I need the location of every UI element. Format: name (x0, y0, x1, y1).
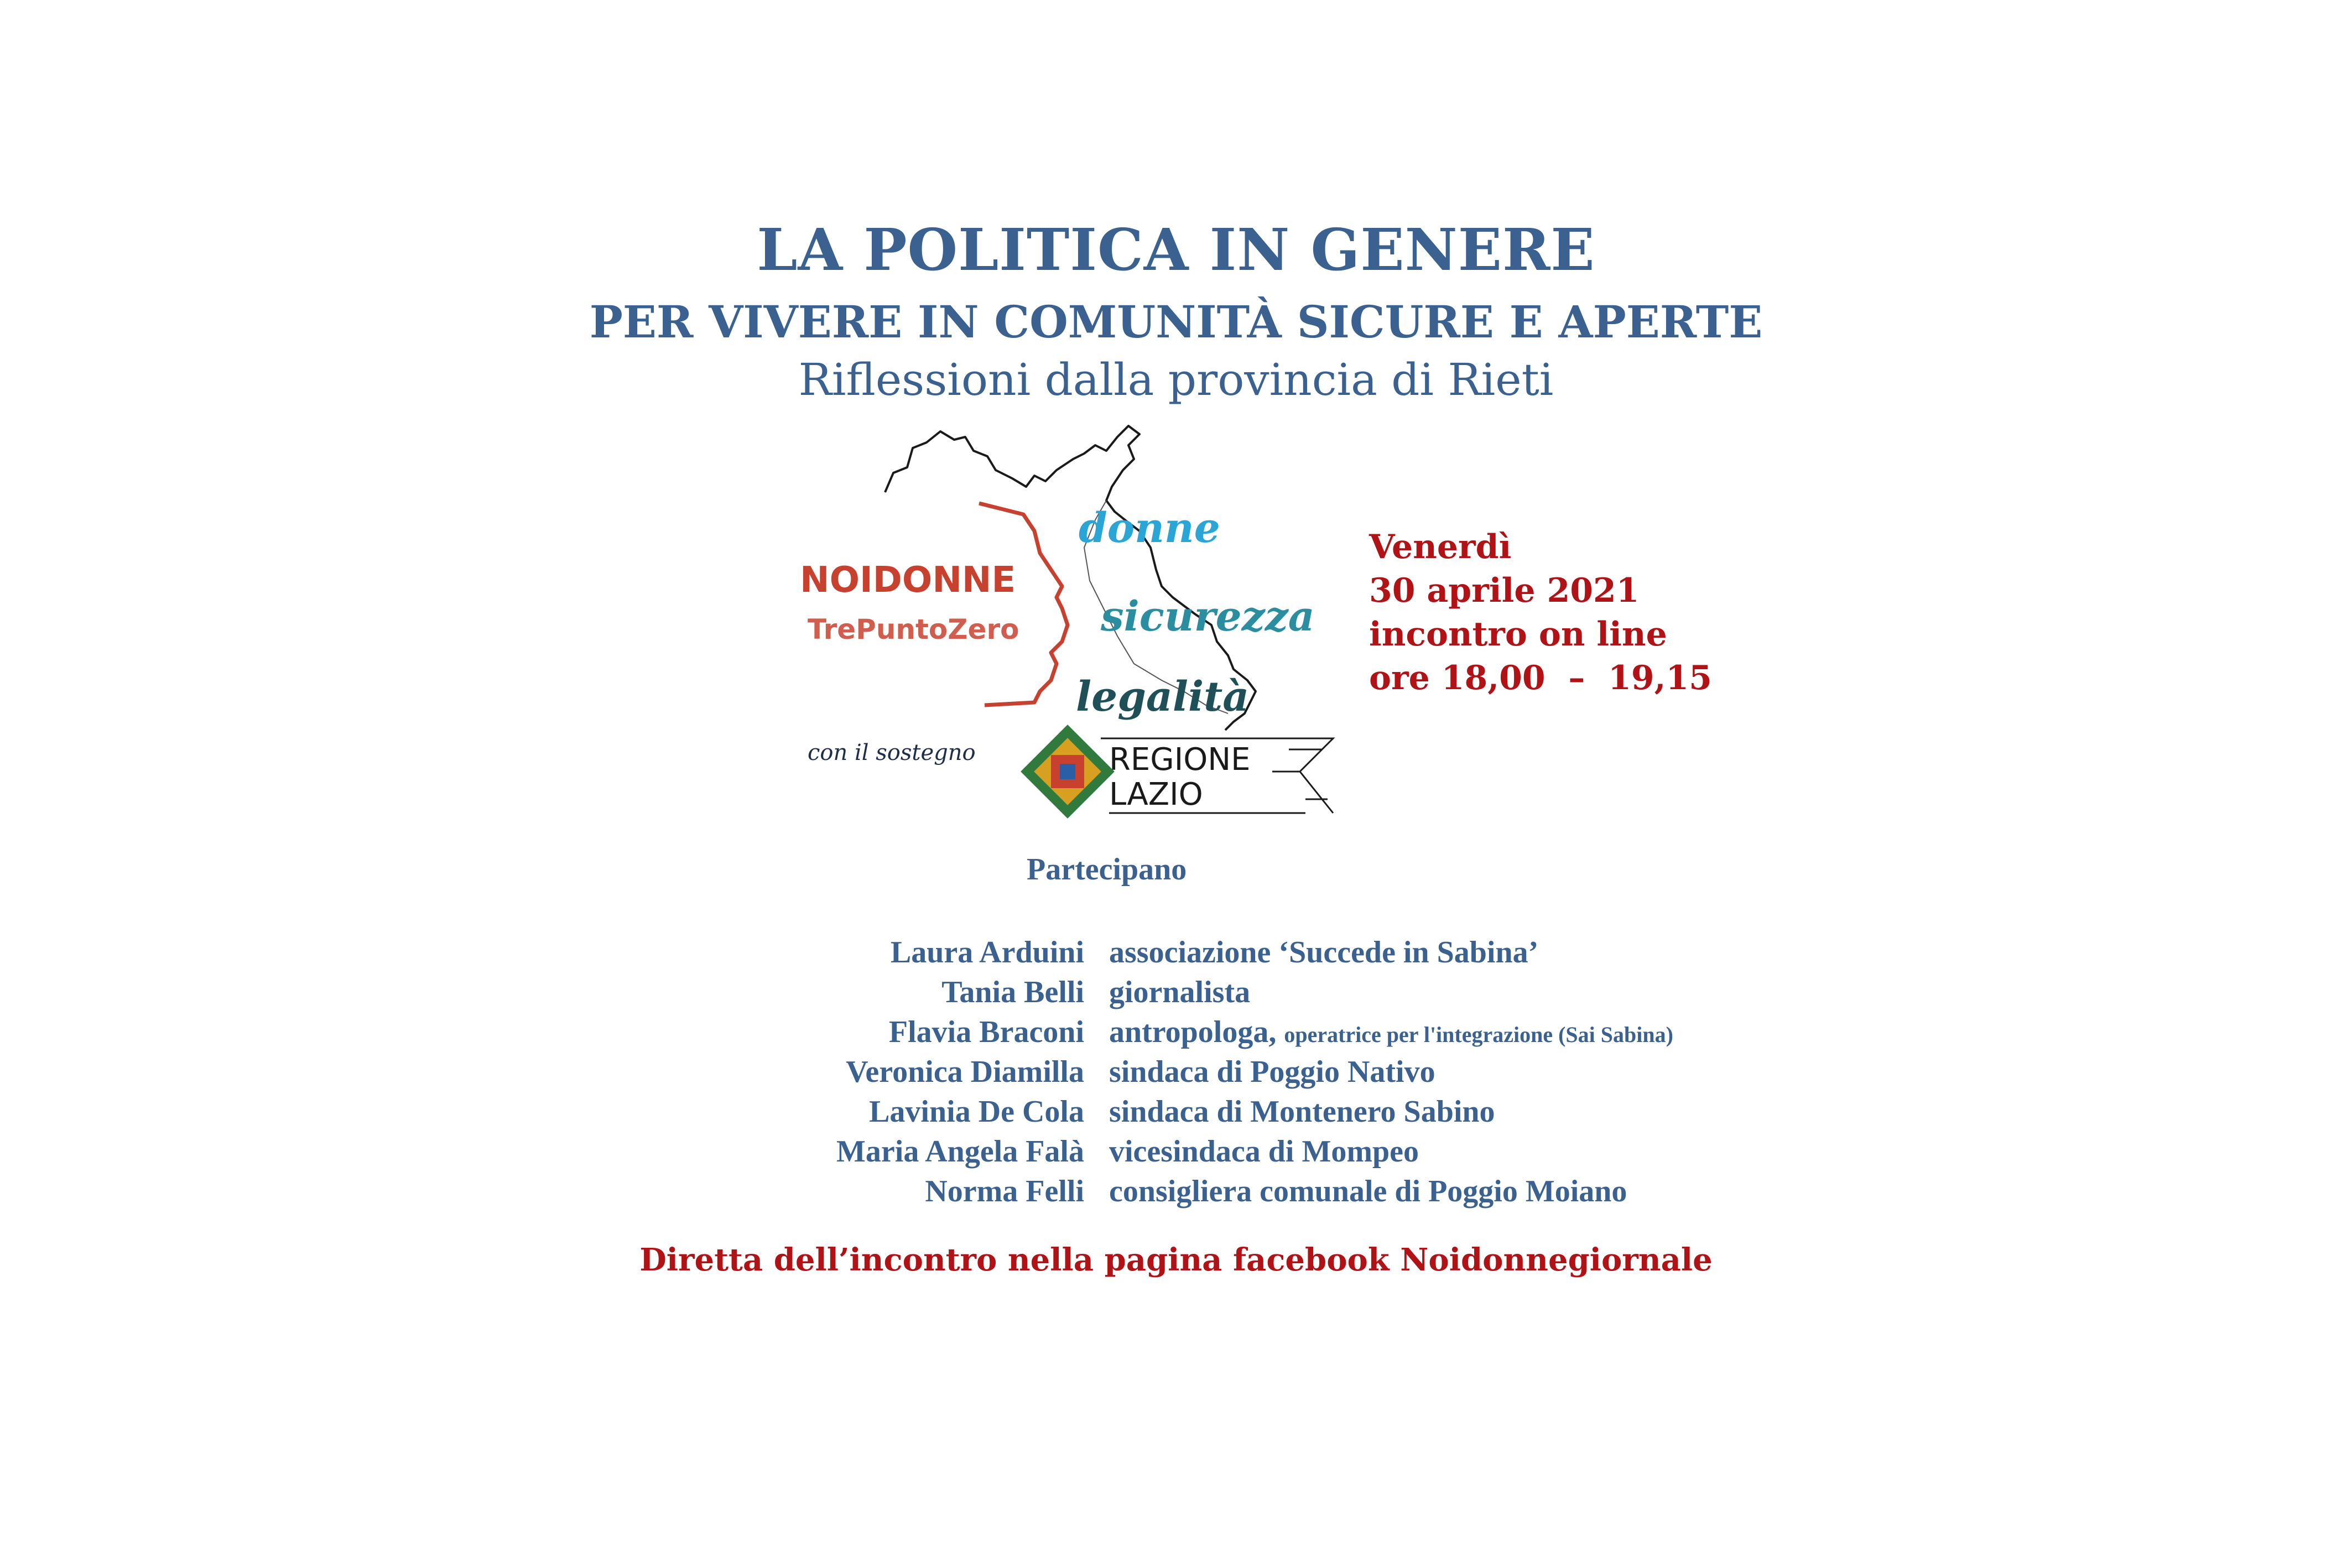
region-line-2: LAZIO (1109, 777, 1203, 812)
participant-role (1109, 1014, 1673, 1050)
flyer-title: LA POLITICA IN GENERE (757, 216, 1595, 284)
participant-name: Tania Belli (941, 975, 1084, 1009)
event-mode: incontro on line (1369, 615, 1667, 654)
event-day: Venerdì (1369, 528, 1512, 566)
participant-row (763, 1134, 1870, 1174)
face-profile-line (979, 503, 1068, 705)
participant-role (1109, 975, 1250, 1010)
participant-name: Veronica Diamilla (846, 1055, 1084, 1089)
role-text: sindaca di Montenero Sabino (1109, 1095, 1495, 1129)
region-line-1: REGIONE (1109, 742, 1251, 778)
role-text: consigliera comunale di Poggio Moiano (1109, 1174, 1627, 1208)
participant-role (1109, 935, 1538, 970)
participant-row (763, 935, 1870, 975)
participant-role (1109, 1094, 1495, 1129)
role-text: antropologa, (1109, 1015, 1277, 1049)
role-text: associazione ‘Succede in Sabina’ (1109, 935, 1539, 970)
participant-name: Flavia Braconi (888, 1015, 1084, 1049)
participants-heading: Partecipano (1027, 852, 1187, 887)
word-legalita: legalità (1076, 673, 1250, 721)
participant-name: Norma Felli (925, 1174, 1084, 1208)
participant-name: Maria Angela Falà (836, 1134, 1084, 1169)
participant-row (763, 1014, 1870, 1054)
live-stream-note: Diretta dell’incontro nella pagina facebook Noidonnegiornale (639, 1242, 1713, 1278)
event-details (1369, 525, 1712, 700)
word-sicurezza: sicurezza (1101, 593, 1315, 640)
role-text: giornalista (1109, 975, 1251, 1009)
event-time: ore 18,00 – 19,15 (1369, 659, 1713, 697)
participant-row (763, 975, 1870, 1014)
role-text: vicesindaca di Mompeo (1109, 1134, 1419, 1169)
participant-row (763, 1094, 1870, 1134)
role-extra-text: operatrice per l'integrazione (Sai Sabina) (1284, 1022, 1673, 1047)
flyer-subtitle: PER VIVERE IN COMUNITÀ SICURE E APERTE (589, 296, 1763, 348)
participant-name: Laura Arduini (890, 935, 1084, 970)
support-text: con il sostegno (808, 740, 976, 765)
regione-lazio-emblem (1021, 725, 1115, 819)
flyer-tagline: Riflessioni dalla provincia di Rieti (798, 354, 1554, 405)
participants-list (763, 935, 1870, 1213)
role-text: sindaca di Poggio Nativo (1109, 1055, 1435, 1089)
participant-role (1109, 1174, 1627, 1209)
brand-main-text: NOIDONNE (800, 560, 1016, 601)
participant-role (1109, 1134, 1419, 1169)
participant-row (763, 1054, 1870, 1094)
participant-role (1109, 1054, 1435, 1090)
participant-row (763, 1174, 1870, 1213)
participant-name: Lavinia De Cola (869, 1095, 1084, 1129)
word-donne: donne (1079, 504, 1220, 552)
brand-sub-text: TrePuntoZero (808, 613, 1019, 645)
event-date: 30 aprile 2021 (1369, 571, 1640, 610)
